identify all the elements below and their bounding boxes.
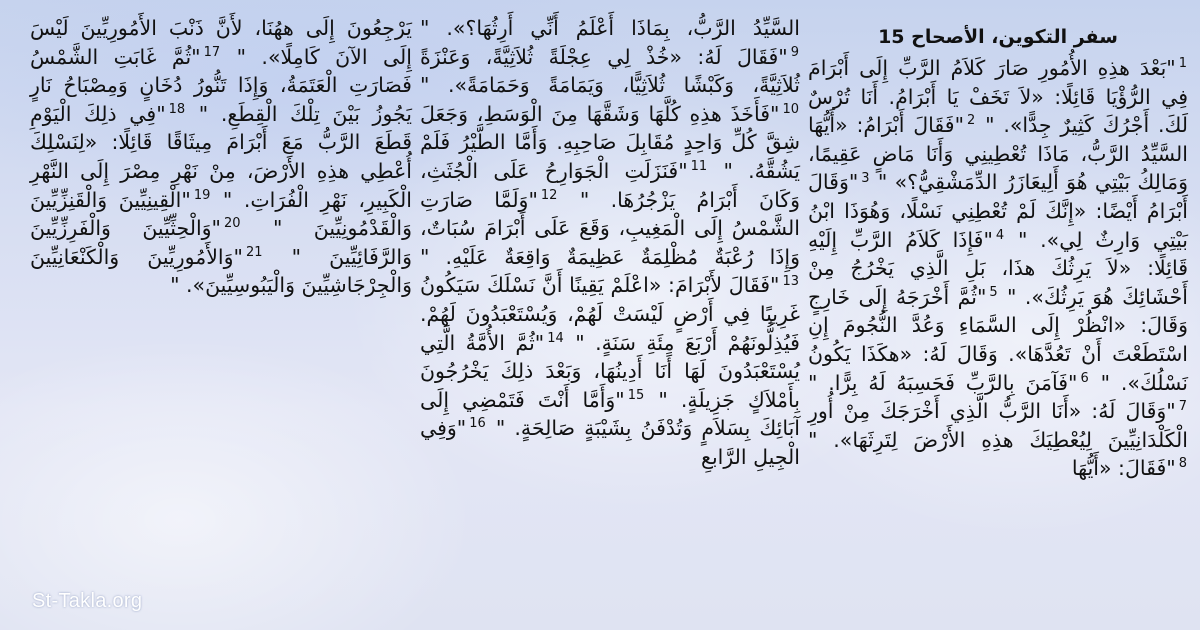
verse-number: 8	[1178, 456, 1187, 472]
verse-number: 9	[790, 44, 799, 60]
verse-number: 19	[193, 187, 211, 203]
text-column-middle	[420, 14, 800, 472]
verse-number: 15	[627, 387, 645, 403]
verse-number: 3	[861, 170, 870, 186]
verse-text: "وَالأَمُورِيِّينَ وَالْكَنْعَانِيِّينَ وَالْجِرْجَاشِيِّينَ وَالْيَبُوسِيِّينَ». "	[30, 244, 412, 298]
verse-number: 7	[1178, 399, 1187, 415]
verse-text: "فَآمَنَ بِالرَّبِّ فَحَسِبَهُ لَهُ بِرًّا. "	[808, 370, 1078, 395]
verse-text: "فَقَالَ لَهُ: «خُذْ لِي عِجْلَةً ثُلاَثِيَّةً، وَعَنْزَةً ثُلاَثِيَّةً، وَكَبْشًا ثُلاَثِيًّا، وَيَمَامَةً وَحَمَامَةً». "	[420, 44, 800, 98]
verse-text: "فَقَالَ أَبْرَامُ: «أَيُّهَا السَّيِّدُ الرَّبُّ، مَاذَا تُعْطِينِي وَأَنَا مَاضٍ عَقِيمًا، وَمَالِكُ بَيْتِي هُوَ أَلِيعَازَرُ الدِّمَشْقِيُّ؟» "	[808, 113, 1188, 195]
verse-number: 17	[203, 44, 221, 60]
verse-number: 6	[1080, 370, 1089, 386]
verse-text: يَرْجِعُونَ إِلَى ههُنَا، لأَنَّ ذَنْبَ الأَمُورِيِّينَ لَيْسَ إِلَى الآنَ كَامِلًا». "	[30, 16, 412, 69]
verse-text: "ثُمَّ غَابَتِ الشَّمْسُ فَصَارَتِ الْعَتَمَةُ، وَإِذَا تَنُّورُ دُخَانٍ وَمِصْبَاحُ نَارٍ يَجُوزُ بَيْنَ تِلْكَ الْقِطَعِ. "	[30, 44, 412, 126]
verse-number: 12	[540, 187, 558, 203]
verse-number: 11	[690, 159, 708, 175]
verse-text: "وَقَالَ أَبْرَامُ أَيْضًا: «إِنَّكَ لَمْ تُعْطِنِي نَسْلًا، وَهُوَذَا ابْنُ بَيْتِي وَارِثٌ لِي». "	[808, 170, 1189, 252]
verse-text: "وَأَمَّا أَنْتَ فَتَمْضِي إِلَى آبَائِكَ بِسَلاَمٍ وَتُدْفَنُ بِشَيْبَةٍ صَالِحَةٍ. "	[420, 387, 800, 441]
verse-list	[420, 16, 800, 469]
verse-text: "فَأَخَذَ هذِهِ كُلَّهَا وَشَقَّهَا مِنَ الْوَسَطِ، وَجَعَلَ شِقَّ كُلِّ وَاحِدٍ مُقَابِلَ صَاحِبِهِ. وَأَمَّا الطَّيْرُ فَلَمْ يَشُقَّهُ. "	[420, 101, 800, 183]
verse-text: "وَلَمَّا صَارَتِ الشَّمْسُ إِلَى الْمَغِيبِ، وَقَعَ عَلَى أَبْرَامَ سُبَاتٌ، وَإِذَا رُعْبَةٌ مُظْلِمَةٌ عَظِيمَةٌ وَاقِعَةٌ عَلَيْهِ. "	[420, 187, 800, 269]
verse-text: "فَقَالَ: «أَيُّهَا	[1071, 456, 1176, 481]
chapter-title: سفر التكوين، الأصحاح 15	[878, 26, 1118, 48]
verse-number: 5	[989, 284, 998, 300]
verse-text: "وَفِي الْجِيلِ الرَّابعِ	[420, 416, 800, 469]
verse-number: 21	[245, 244, 263, 260]
verse-number: 14	[547, 330, 564, 346]
verse-number: 4	[995, 227, 1005, 243]
verse-text: "الْقِينِيِّينَ وَالْقَنِزِّيِّينَ وَالْقَدْمُونِيِّينَ "	[30, 187, 412, 241]
verse-text: "ثُمَّ الأُمَّةُ الَّتِي يُسْتَعْبَدُونَ لَهَا أَنَا أَدِينُهَا، وَبَعْدَ ذلِكَ يَخْرُجُونَ بِأَمْلاَكٍ جَزِيلَةٍ. "	[420, 330, 800, 412]
verse-text: "ثُمَّ أَخْرَجَهُ إِلَى خَارِجٍ وَقَالَ: «انْظُرْ إِلَى السَّمَاءِ وَعُدَّ النُّجُومَ إِنِ اسْتَطَعْتَ أَنْ تَعُدَّهَا». وَقَالَ لَهُ: «هكَذَا يَكُونُ نَسْلُكَ». "	[808, 284, 1188, 395]
verse-number: 13	[782, 273, 799, 289]
verse-number: 18	[168, 101, 186, 117]
verse-text: "فَإِذَا كَلاَمُ الرَّبِّ إِلَيْهِ قَائِلًا: «لاَ يَرِثُكَ هذَا، بَلِ الَّذِي يَخْرُجُ مِنْ أَحْشَائِكَ هُوَ يَرِثُكَ». "	[808, 227, 1188, 309]
verse-list	[808, 56, 1188, 480]
verse-text: "فِي ذلِكَ الْيَوْمِ قَطَعَ الرَّبُّ مَعَ أَبْرَامَ مِيثَاقًا قَائِلًا: «لِنَسْلِكَ أُعْطِي هذِهِ الأَرْضَ، مِنْ نَهْرِ مِصْرَ إِلَى النَّهْرِ الْكَبِيرِ، نَهْرِ الْفُرَاتِ. "	[30, 101, 412, 212]
verse-text: "بَعْدَ هذِهِ الأُمُورِ صَارَ كَلاَمُ الرَّبِّ إِلَى أَبْرَامَ فِي الرُّؤْيَا قَائِلًا: «لاَ تَخَفْ يَا أَبْرَامُ. أَنَا تُرْسٌ لَكَ. أَجْرُكَ كَثِيرٌ جِدًّا». "	[808, 56, 1188, 138]
verse-text: "وَقَالَ لَهُ: «أَنَا الرَّبُّ الَّذِي أَخْرَجَكَ مِنْ أُورِ الْكَلْدَانِيِّينَ لِيُعْطِيَكَ هذِهِ الأَرْضَ لِتَرِثَهَا». "	[808, 399, 1188, 452]
verse-text: "وَالْحِثِّيِّينَ وَالْفَرِزِّيِّينَ وَالرَّفَائِيِّينَ "	[30, 216, 412, 269]
verse-text: "فَنَزَلَتِ الْجَوَارِحُ عَلَى الْجُثَثِ، وَكَانَ أَبْرَامُ يَزْجُرُهَا. "	[420, 158, 800, 212]
verse-number: 2	[967, 113, 976, 129]
verse-number: 16	[469, 416, 486, 432]
verse-number: 20	[223, 216, 241, 232]
site-watermark: St-Takla.org	[32, 590, 143, 612]
verse-text: السَّيِّدُ الرَّبُّ، بِمَاذَا أَعْلَمُ أَنِّي أَرِثُهَا؟». "	[420, 16, 800, 40]
verse-number: 1	[1178, 56, 1187, 72]
verse-number: 10	[782, 101, 799, 117]
text-column-left	[30, 14, 412, 300]
verse-text: "فَقَالَ لأَبْرَامَ: «اعْلَمْ يَقِينًا أَنَّ نَسْلَكَ سَيَكُونُ غَرِيبًا فِي أَرْضٍ لَيْسَتْ لَهُمْ، وَيُسْتَعْبَدُونَ لَهُمْ. فَيُذِلُّونَهُمْ أَرْبَعَ مِئَةِ سَنَةٍ. "	[420, 273, 800, 355]
text-column-right	[808, 14, 1188, 483]
verse-list	[30, 16, 412, 297]
